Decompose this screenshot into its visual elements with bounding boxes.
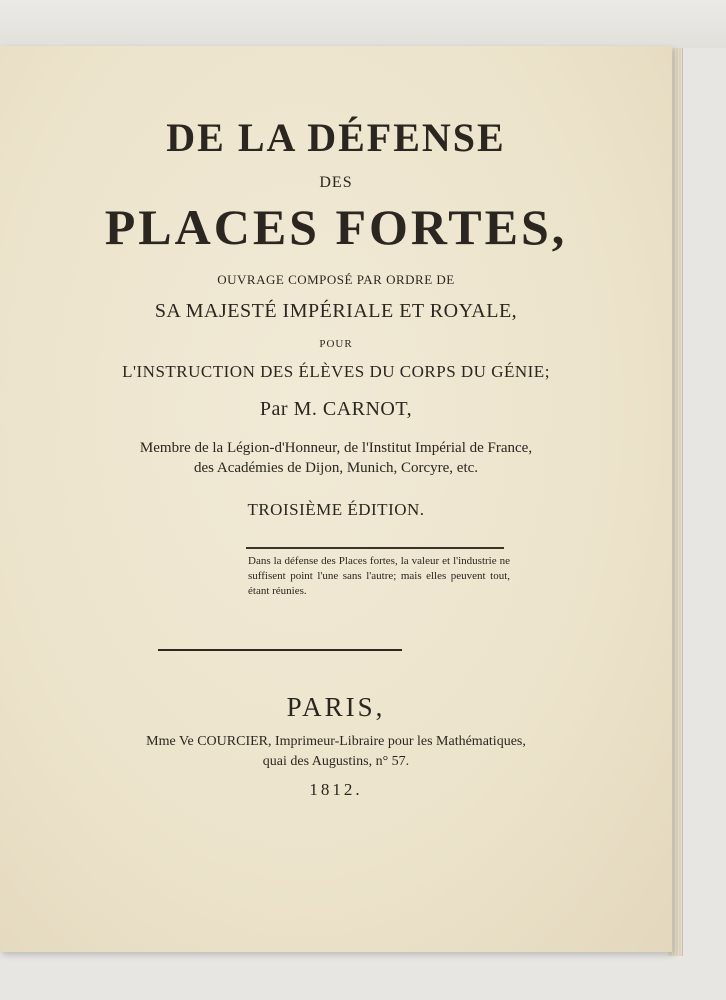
title-line-3: PLACES FORTES, bbox=[104, 199, 568, 255]
subtitle-line-4: L'INSTRUCTION DES ÉLÈVES DU CORPS DU GÉNIE; bbox=[122, 362, 550, 381]
title-page bbox=[0, 46, 672, 952]
author-description-line-1: Membre de la Légion-d'Honneur, de l'Institut Impérial de France, bbox=[139, 440, 533, 456]
author: Par M. CARNOT, bbox=[259, 398, 413, 420]
subtitle-line-3: POUR bbox=[319, 338, 353, 350]
publisher-line-1: Mme Ve COURCIER, Imprimeur-Libraire pour les Mathématiques, bbox=[146, 734, 526, 749]
edition: TROISIÈME ÉDITION. bbox=[247, 500, 425, 519]
epigraph-rule bbox=[246, 547, 504, 549]
subtitle-line-1: OUVRAGE COMPOSÉ PAR ORDRE DE bbox=[217, 272, 455, 287]
background bbox=[0, 0, 726, 48]
title-line-2: DES bbox=[319, 174, 353, 191]
divider-rule bbox=[158, 649, 402, 651]
author-description-line-2: des Académies de Dijon, Munich, Corcyre, etc. bbox=[193, 460, 479, 476]
year: 1812. bbox=[309, 780, 363, 799]
subtitle-line-2: SA MAJESTÉ IMPÉRIALE ET ROYALE, bbox=[154, 300, 518, 322]
epigraph: Dans la défense des Places fortes, la valeur et l'industrie ne suffisent point l'une sans l'autre; mais elles peuvent tout, étant réunies. bbox=[248, 555, 510, 597]
title-line-1: DE LA DÉFENSE bbox=[166, 115, 506, 160]
city: PARIS, bbox=[286, 692, 386, 722]
publisher-line-2: quai des Augustins, n° 57. bbox=[262, 754, 410, 769]
